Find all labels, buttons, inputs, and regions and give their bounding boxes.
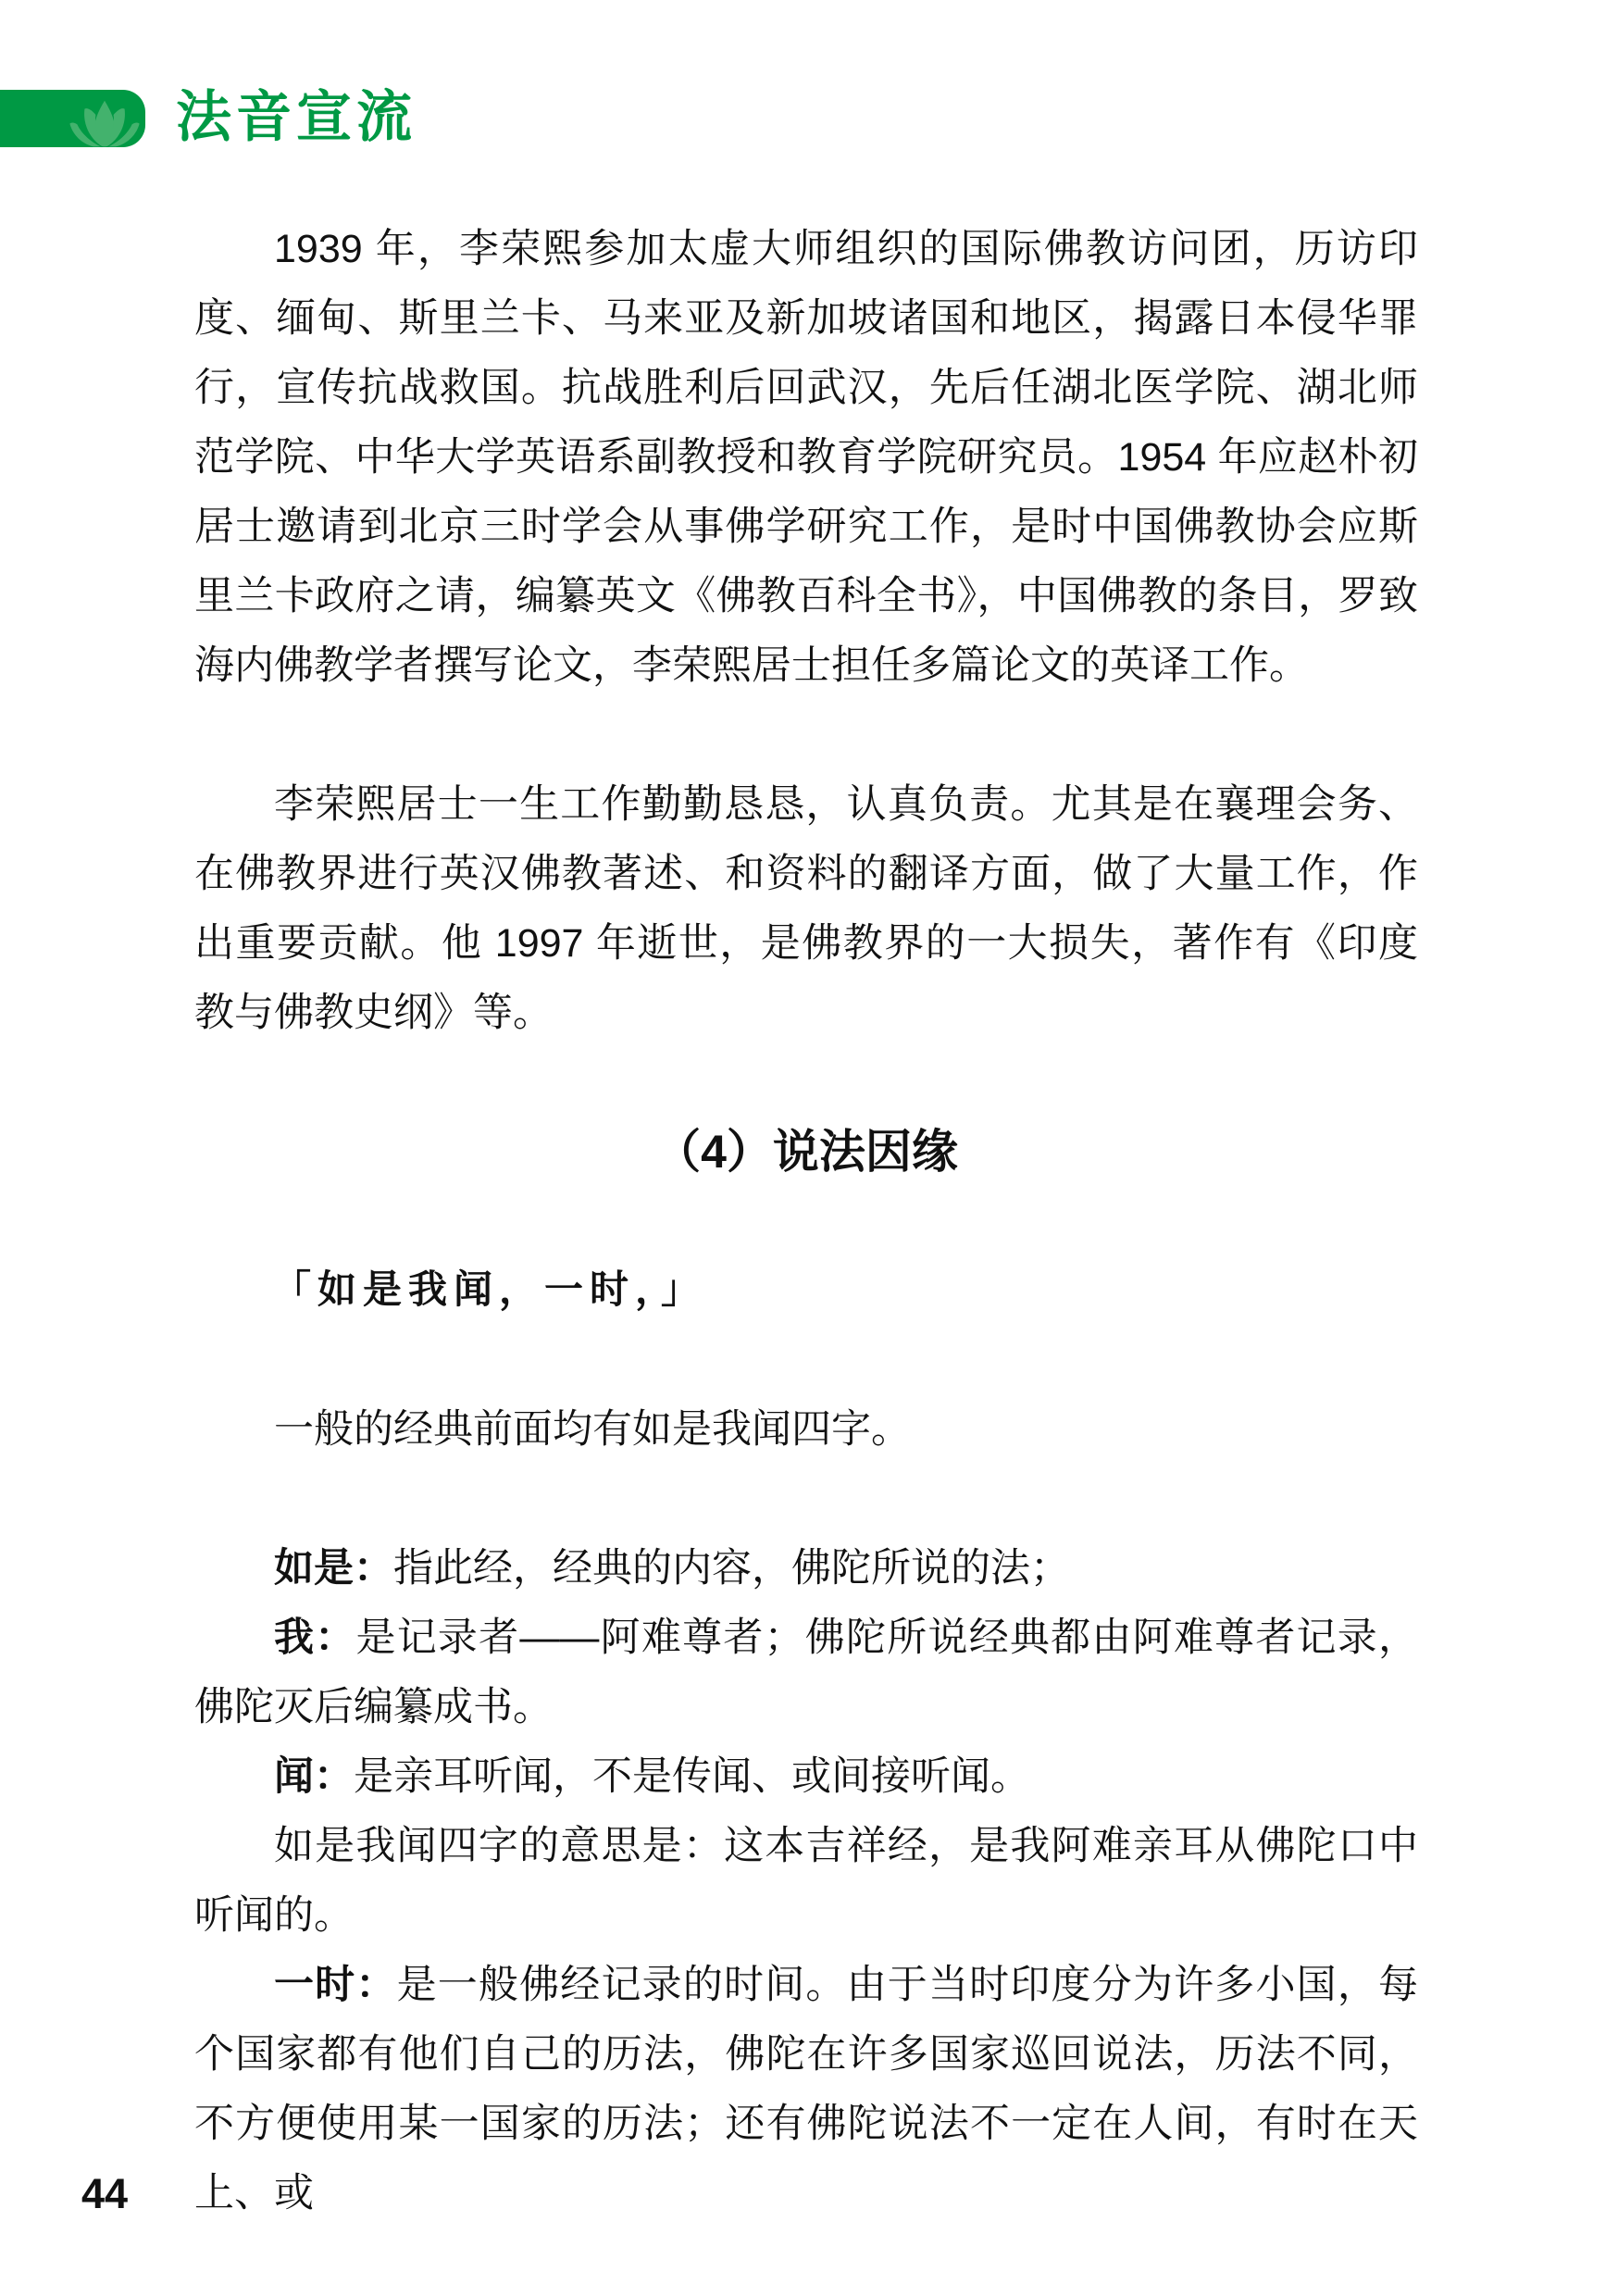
paragraph <box>194 1812 1418 1951</box>
paragraph <box>194 1395 1418 1465</box>
page-number: 44 <box>81 2170 129 2217</box>
term-label: 我： <box>274 1616 356 1660</box>
term-label: 一时： <box>274 1963 397 2007</box>
paragraph <box>194 770 1418 1048</box>
paragraph <box>194 215 1418 701</box>
text-run: 如是我闻四字的意思是：这本吉祥经，是我阿难亲耳从佛陀口中听闻的。 <box>194 1824 1418 1938</box>
term-label: 闻： <box>274 1754 354 1799</box>
scripture-quote: 「如是我闻，一时，」 <box>272 1269 707 1312</box>
text-run: 李荣熙居士一生工作勤勤恳恳，认真负责。尤其是在襄理会务、在佛教界进行英汉佛教著述、和资料的翻译方面，做了大量工作，作出重要贡献。他 1997 年逝世，是佛教界的一大损失，著作有《印度教与佛教史纲》等。 <box>194 782 1418 1035</box>
lotus-icon <box>68 95 142 147</box>
text-run: 1939 年，李荣熙参加太虚大师组织的国际佛教访问团，历访印度、缅甸、斯里兰卡、马来亚及新加坡诸国和地区，揭露日本侵华罪行，宣传抗战救国。抗战胜利后回武汉，先后任湖北医学院、湖北师范学院、中华大学英语系副教授和教育学院研究员。1954 年应赵朴初居士邀请到北京三时学会从事佛学研究工作，是时中国佛教协会应斯里兰卡政府之请，编纂英文《佛教百科全书》，中国佛教的条目，罗致海内佛教学者撰写论文，李荣熙居士担任多篇论文的英译工作。 <box>194 227 1418 688</box>
paragraph <box>194 1742 1418 1812</box>
text-run: 是一般佛经记录的时间。由于当时印度分为许多小国，每个国家都有他们自己的历法，佛陀在许多国家巡回说法，历法不同，不方便使用某一国家的历法；还有佛陀说法不一定在人间，有时在天上、或 <box>194 1963 1419 2215</box>
term-label: 如是： <box>274 1546 393 1591</box>
paragraph <box>194 1534 1418 1603</box>
text-run: 指此经，经典的内容，佛陀所说的法； <box>393 1546 1070 1591</box>
text-run: 是亲耳听闻，不是传闻、或间接听闻。 <box>354 1754 1030 1799</box>
header-brand-bar <box>0 90 145 147</box>
content-area <box>194 215 1418 2228</box>
text-run: 是记录者——阿难尊者；佛陀所说经典都由阿难尊者记录，佛陀灭后编纂成书。 <box>194 1616 1419 1729</box>
section-heading: （4）说法因缘 <box>654 1126 958 1178</box>
paragraph <box>194 1951 1418 2228</box>
paragraph <box>194 1603 1418 1742</box>
text-run: 一般的经典前面均有如是我闻四字。 <box>274 1407 911 1452</box>
logo-text: 法音宣流 <box>176 86 417 148</box>
